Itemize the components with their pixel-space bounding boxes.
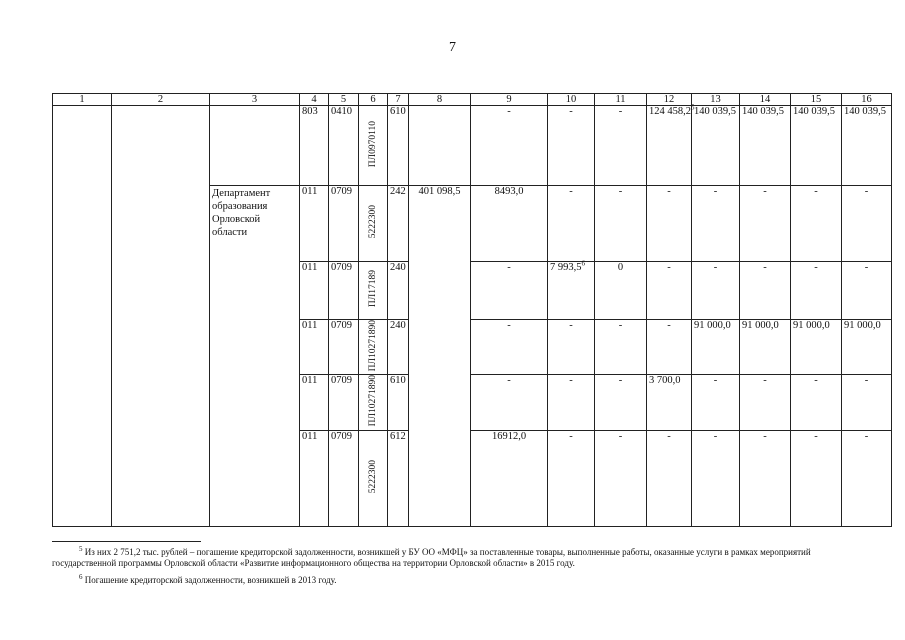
value-cell: - (595, 320, 647, 375)
value-cell: - (471, 106, 548, 186)
header-cell: 2 (112, 94, 210, 106)
value-cell: - (740, 430, 791, 526)
value-cell (647, 103, 695, 186)
code-cell: 610 (388, 375, 409, 430)
value-cell: - (740, 186, 791, 262)
header-cell: 4 (300, 94, 329, 106)
code-cell: 011 (300, 186, 329, 262)
value-cell: - (791, 430, 842, 526)
table-row (53, 106, 892, 186)
header-row (53, 94, 892, 106)
value-cell: - (692, 430, 740, 526)
footnote-separator (52, 541, 201, 542)
target-code-cell (359, 262, 388, 320)
value-cell: 0 (595, 262, 647, 320)
target-code-cell (359, 106, 388, 186)
value-cell: 3 700,0 (647, 375, 692, 430)
value-cell: 16912,0 (471, 430, 548, 526)
code-cell: 011 (300, 430, 329, 526)
value-cell: - (791, 186, 842, 262)
footnote-5 (52, 547, 872, 568)
header-cell: 12 (647, 94, 692, 106)
target-code-cell (359, 186, 388, 262)
value-cell: 140 039,5 (692, 106, 740, 186)
target-code: 5222300 (368, 205, 378, 239)
value-text: 124 458,2 (649, 106, 691, 117)
code-cell: 011 (300, 375, 329, 430)
header-cell: 3 (210, 94, 300, 106)
value-cell: - (548, 430, 595, 526)
value-cell: - (595, 106, 647, 186)
value-cell: - (548, 375, 595, 430)
value-cell: 140 039,5 (740, 106, 791, 186)
footnote-mark: 5 (691, 103, 695, 112)
code-cell: 240 (388, 262, 409, 320)
value-cell: - (471, 320, 548, 375)
col1-cell (53, 106, 112, 527)
value-cell: - (692, 262, 740, 320)
value-cell: 91 000,0 (740, 320, 791, 375)
value-cell: 140 039,5 (842, 106, 892, 186)
value-cell: - (548, 106, 595, 186)
target-code: ПЛ10271890 (368, 375, 378, 427)
footnote-text: Из них 2 751,2 тыс. рублей – погашение кредиторской задолженности, возникшей у БУ ОО «МФЦ» за поставленные товары, выполненные работы, оказанные услуги в рамках мероприятий государственной программы Орловской области «Развитие информационного общества на территории Орловской области» в 2015 году. (52, 547, 811, 568)
target-code: ПЛ17189 (368, 270, 378, 308)
code-cell: 0709 (329, 430, 359, 526)
value-cell: - (791, 375, 842, 430)
department-name: Департамент образования Орловской области (210, 186, 300, 527)
code-cell: 0410 (329, 106, 359, 186)
value-cell: - (842, 375, 892, 430)
code-cell: 242 (388, 186, 409, 262)
header-cell: 16 (842, 94, 892, 106)
header-cell: 8 (409, 94, 471, 106)
value-cell: - (740, 375, 791, 430)
page-number: 7 (449, 40, 456, 55)
header-cell: 13 (692, 94, 740, 106)
value-cell: - (548, 320, 595, 375)
value-cell: - (647, 186, 692, 262)
value-cell: 91 000,0 (692, 320, 740, 375)
value-cell: - (740, 262, 791, 320)
value-cell: - (471, 375, 548, 430)
header-cell: 11 (595, 94, 647, 106)
value-cell: - (842, 186, 892, 262)
value-cell: - (842, 430, 892, 526)
footnote-mark: 6 (79, 573, 83, 581)
value-cell: - (647, 262, 692, 320)
header-cell: 6 (359, 94, 388, 106)
target-code-cell (359, 375, 388, 430)
header-cell: 15 (791, 94, 842, 106)
budget-table (52, 93, 892, 527)
value-cell: 91 000,0 (791, 320, 842, 375)
value-cell: - (471, 262, 548, 320)
header-cell: 5 (329, 94, 359, 106)
amount-cell (409, 106, 471, 186)
value-cell: - (595, 430, 647, 526)
value-cell: - (647, 430, 692, 526)
header-cell: 10 (548, 94, 595, 106)
code-cell: 0709 (329, 375, 359, 430)
target-code-cell (359, 320, 388, 375)
code-cell: 612 (388, 430, 409, 526)
header-cell: 7 (388, 94, 409, 106)
value-cell: - (595, 375, 647, 430)
value-cell: 91 000,0 (842, 320, 892, 375)
header-cell: 1 (53, 94, 112, 106)
target-code: ПЛ0970110 (368, 120, 378, 168)
code-cell: 011 (300, 320, 329, 375)
footnote-6 (52, 575, 872, 586)
footnote-mark: 5 (79, 545, 83, 553)
target-code-cell (359, 430, 388, 526)
amount-cell: 401 098,5 (409, 186, 471, 527)
value-cell: - (791, 262, 842, 320)
header-cell: 14 (740, 94, 791, 106)
target-code: ПЛ10271890 (368, 320, 378, 372)
col3-cell (210, 106, 300, 186)
footnote-text: Погашение кредиторской задолженности, возникшей в 2013 году. (84, 575, 337, 585)
value-cell: - (595, 186, 647, 262)
value-cell: - (842, 262, 892, 320)
value-cell: - (647, 320, 692, 375)
code-cell: 240 (388, 320, 409, 375)
target-code: 5222300 (368, 460, 378, 494)
header-cell: 9 (471, 94, 548, 106)
value-text: 7 993,5 (550, 262, 582, 273)
value-cell (548, 259, 595, 320)
code-cell: 803 (300, 106, 329, 186)
code-cell: 0709 (329, 262, 359, 320)
value-cell: - (692, 186, 740, 262)
value-cell: 8493,0 (471, 186, 548, 262)
code-cell: 610 (388, 106, 409, 186)
value-cell: 140 039,5 (791, 106, 842, 186)
code-cell: 011 (300, 262, 329, 320)
code-cell: 0709 (329, 186, 359, 262)
footnote-mark: 6 (581, 259, 585, 268)
value-cell: - (548, 186, 595, 262)
col2-cell (112, 106, 210, 527)
code-cell: 0709 (329, 320, 359, 375)
value-cell: - (692, 375, 740, 430)
